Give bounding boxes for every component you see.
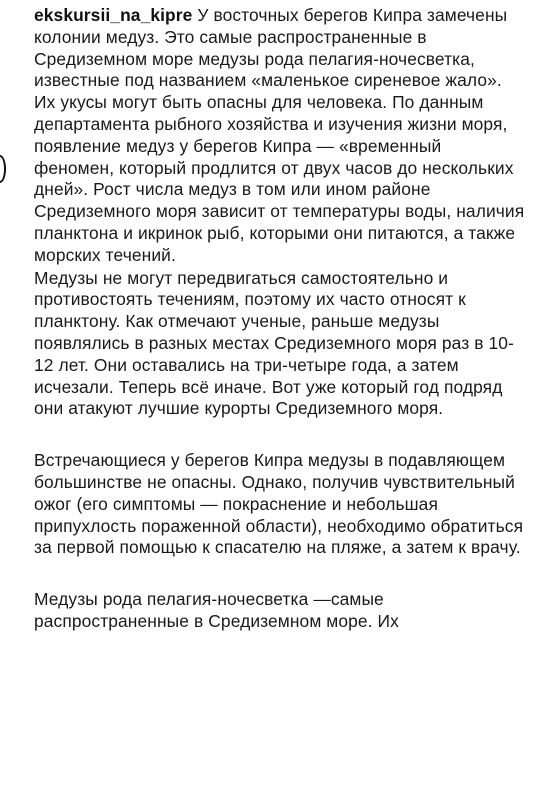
caption-paragraph-2: Медузы не могут передвигаться самостоятельно и противостоять течениям, поэтому их часто относят к планктону. Как отмечают ученые, раньше медузы появлялись в разных местах Средиземного моря раз в 10-12 лет. Они оставались на три-четыре года, а затем исчезали. Теперь всё иначе. Вот уже который год подряд они атакуют лучшие курорты Средиземного моря. bbox=[34, 267, 514, 419]
username-link[interactable]: ekskursii_na_kipre bbox=[34, 5, 193, 25]
caption-paragraph-3: Встречающиеся у берегов Кипра медузы в подавляющем большинстве не опасны. Однако, получив чувствительный ожог (его симптомы — покраснение и небольшая припухлость пораженной области), необходимо обратиться за первой помощью к спасателю на пляже, а затем к врачу. bbox=[34, 450, 524, 558]
avatar-edge[interactable] bbox=[0, 155, 6, 183]
caption-text-1: У восточных берегов Кипра замечены колонии медуз. Это самые распространенные в Средиземном море медузы рода пелагия-ночесветка, известные под названием «маленькое сиреневое жало». Их укусы могут быть опасны для человека. По данным департамента рыбного хозяйства и изучения жизни моря, появление медуз у берегов Кипра — «временный феномен, который продлится от двух часов до нескольких дней». Рост числа медуз в том или ином районе Средиземного моря зависит от температуры воды, наличия планктона и икринок рыб, которыми они питаются, а также морских течений. bbox=[34, 5, 525, 265]
post-caption bbox=[34, 5, 526, 655]
caption-paragraph-1 bbox=[34, 5, 526, 267]
caption-paragraph-4: Медузы рода пелагия-ночесветка —самые распространенные в Средиземном море. Их bbox=[34, 589, 399, 631]
